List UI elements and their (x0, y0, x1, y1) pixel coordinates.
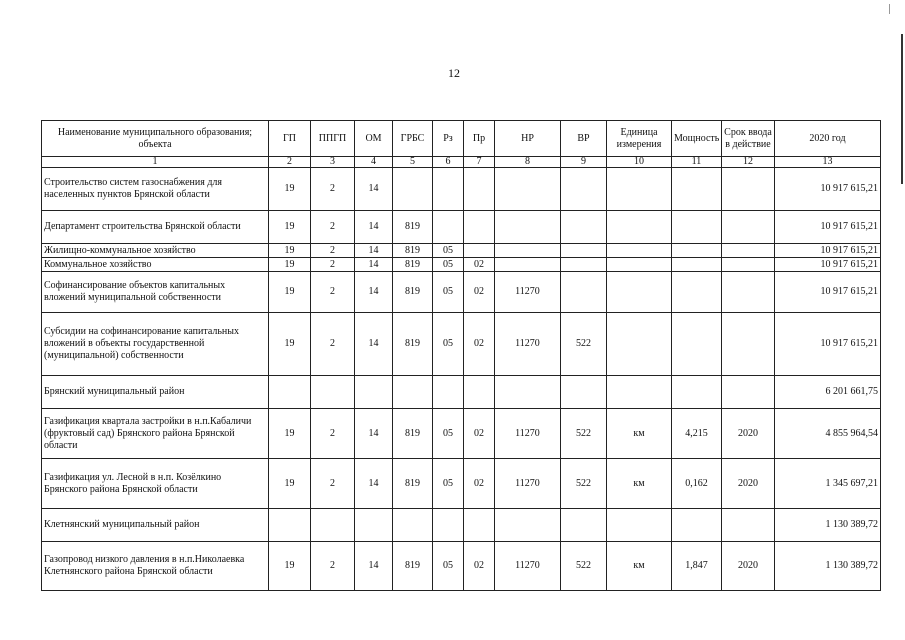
column-number-row (42, 157, 881, 168)
code-cell (722, 313, 775, 376)
code-cell (672, 313, 722, 376)
header-cell: ППГП (311, 121, 355, 157)
code-cell: 19 (269, 211, 311, 244)
code-cell (433, 211, 464, 244)
header-cell: Срок ввода в действие (722, 121, 775, 157)
code-cell (269, 376, 311, 409)
table-body (42, 168, 881, 591)
code-cell: 2020 (722, 459, 775, 509)
code-cell: 2 (311, 211, 355, 244)
code-cell: 2 (311, 168, 355, 211)
code-cell (607, 376, 672, 409)
code-cell (722, 509, 775, 542)
code-cell: 19 (269, 313, 311, 376)
row-label-cell: Софинансирование объектов капитальных вложений муниципальной собственности (42, 272, 269, 313)
code-cell: 05 (433, 459, 464, 509)
amount-cell: 10 917 615,21 (775, 258, 881, 272)
amount-cell: 1 345 697,21 (775, 459, 881, 509)
code-cell (561, 211, 607, 244)
column-number: 8 (495, 157, 561, 168)
row-label-cell: Газопровод низкого давления в н.п.Николаевка Клетнянского района Брянской области (42, 542, 269, 591)
column-number: 7 (464, 157, 495, 168)
code-cell (722, 211, 775, 244)
code-cell (464, 211, 495, 244)
code-cell: 819 (393, 542, 433, 591)
code-cell: км (607, 459, 672, 509)
code-cell: 14 (355, 168, 393, 211)
column-number: 10 (607, 157, 672, 168)
code-cell (269, 509, 311, 542)
row-label-cell: Брянский муниципальный район (42, 376, 269, 409)
table-row (42, 459, 881, 509)
code-cell (672, 258, 722, 272)
amount-cell: 10 917 615,21 (775, 168, 881, 211)
code-cell (495, 509, 561, 542)
code-cell (433, 376, 464, 409)
amount-cell: 10 917 615,21 (775, 313, 881, 376)
code-cell: 522 (561, 313, 607, 376)
code-cell (495, 244, 561, 258)
amount-cell: 6 201 661,75 (775, 376, 881, 409)
table-row (42, 258, 881, 272)
code-cell: 05 (433, 542, 464, 591)
header-cell: ГП (269, 121, 311, 157)
code-cell: 05 (433, 244, 464, 258)
header-cell: Единица измерения (607, 121, 672, 157)
code-cell (464, 376, 495, 409)
code-cell (561, 272, 607, 313)
code-cell (722, 376, 775, 409)
code-cell: 02 (464, 409, 495, 459)
code-cell: км (607, 409, 672, 459)
code-cell: 1,847 (672, 542, 722, 591)
amount-cell: 4 855 964,54 (775, 409, 881, 459)
code-cell (393, 168, 433, 211)
code-cell: 19 (269, 409, 311, 459)
code-cell (464, 509, 495, 542)
code-cell (433, 168, 464, 211)
code-cell (672, 376, 722, 409)
code-cell: 14 (355, 211, 393, 244)
column-number: 13 (775, 157, 881, 168)
code-cell: 14 (355, 258, 393, 272)
code-cell: 2020 (722, 542, 775, 591)
row-label-cell: Строительство систем газоснабжения для населенных пунктов Брянской области (42, 168, 269, 211)
code-cell (607, 272, 672, 313)
table-row (42, 376, 881, 409)
code-cell: 02 (464, 258, 495, 272)
header-cell: Наименование муниципального образования; объекта (42, 121, 269, 157)
code-cell: 11270 (495, 409, 561, 459)
code-cell: 522 (561, 459, 607, 509)
table-row (42, 409, 881, 459)
code-cell (722, 168, 775, 211)
page-number: 12 (448, 66, 460, 80)
code-cell: 2 (311, 244, 355, 258)
code-cell: 02 (464, 459, 495, 509)
code-cell: 819 (393, 272, 433, 313)
header-cell: Мощность (672, 121, 722, 157)
amount-cell: 1 130 389,72 (775, 542, 881, 591)
code-cell (607, 509, 672, 542)
table-row (42, 313, 881, 376)
code-cell: 05 (433, 258, 464, 272)
code-cell: 19 (269, 542, 311, 591)
table-row (42, 168, 881, 211)
code-cell: 14 (355, 459, 393, 509)
code-cell (561, 509, 607, 542)
code-cell (311, 376, 355, 409)
code-cell: 819 (393, 409, 433, 459)
row-label-cell: Коммунальное хозяйство (42, 258, 269, 272)
code-cell: 14 (355, 409, 393, 459)
code-cell: 819 (393, 244, 433, 258)
code-cell: км (607, 542, 672, 591)
code-cell: 14 (355, 542, 393, 591)
amount-cell: 1 130 389,72 (775, 509, 881, 542)
scan-mark (889, 4, 890, 14)
code-cell: 14 (355, 313, 393, 376)
code-cell: 0,162 (672, 459, 722, 509)
code-cell: 19 (269, 258, 311, 272)
code-cell: 19 (269, 272, 311, 313)
code-cell: 11270 (495, 459, 561, 509)
code-cell (561, 244, 607, 258)
code-cell: 819 (393, 313, 433, 376)
column-number: 1 (42, 157, 269, 168)
code-cell (672, 272, 722, 313)
code-cell (393, 509, 433, 542)
code-cell (672, 244, 722, 258)
column-number: 5 (393, 157, 433, 168)
row-label-cell: Газификация ул. Лесной в н.п. Козёлкино Брянского района Брянской области (42, 459, 269, 509)
row-label-cell: Клетнянский муниципальный район (42, 509, 269, 542)
code-cell: 19 (269, 168, 311, 211)
amount-cell: 10 917 615,21 (775, 272, 881, 313)
code-cell: 522 (561, 409, 607, 459)
header-cell: Рз (433, 121, 464, 157)
code-cell: 11270 (495, 272, 561, 313)
code-cell (311, 509, 355, 542)
row-label-cell: Департамент строительства Брянской области (42, 211, 269, 244)
code-cell: 819 (393, 459, 433, 509)
code-cell (607, 258, 672, 272)
code-cell: 11270 (495, 313, 561, 376)
row-label-cell: Газификация квартала застройки в н.п.Кабаличи (фруктовый сад) Брянского района Брянской области (42, 409, 269, 459)
code-cell: 2 (311, 272, 355, 313)
code-cell (672, 168, 722, 211)
code-cell (495, 168, 561, 211)
code-cell (607, 211, 672, 244)
code-cell (722, 244, 775, 258)
code-cell: 819 (393, 211, 433, 244)
code-cell: 05 (433, 313, 464, 376)
code-cell (393, 376, 433, 409)
code-cell: 11270 (495, 542, 561, 591)
column-number: 11 (672, 157, 722, 168)
row-label-cell: Субсидии на софинансирование капитальных вложений в объекты государственной (муниципальной) собственности (42, 313, 269, 376)
scan-edge-line (901, 34, 903, 184)
table-row (42, 272, 881, 313)
header-cell: Пр (464, 121, 495, 157)
table-row (42, 509, 881, 542)
code-cell (495, 211, 561, 244)
code-cell (495, 258, 561, 272)
code-cell: 14 (355, 272, 393, 313)
code-cell: 02 (464, 272, 495, 313)
budget-table (41, 120, 881, 591)
code-cell: 2 (311, 542, 355, 591)
code-cell: 2 (311, 409, 355, 459)
table-row (42, 244, 881, 258)
header-cell: ГРБС (393, 121, 433, 157)
column-number: 3 (311, 157, 355, 168)
code-cell: 819 (393, 258, 433, 272)
code-cell: 522 (561, 542, 607, 591)
row-label-cell: Жилищно-коммунальное хозяйство (42, 244, 269, 258)
code-cell (433, 509, 464, 542)
table-header-row (42, 121, 881, 157)
column-number: 9 (561, 157, 607, 168)
table-row (42, 211, 881, 244)
code-cell: 19 (269, 244, 311, 258)
code-cell: 2 (311, 258, 355, 272)
code-cell (722, 258, 775, 272)
code-cell (561, 376, 607, 409)
code-cell: 19 (269, 459, 311, 509)
header-cell: НР (495, 121, 561, 157)
code-cell: 2020 (722, 409, 775, 459)
code-cell (607, 313, 672, 376)
code-cell (561, 258, 607, 272)
column-number: 12 (722, 157, 775, 168)
code-cell (672, 509, 722, 542)
code-cell: 2 (311, 459, 355, 509)
code-cell: 4,215 (672, 409, 722, 459)
code-cell: 02 (464, 542, 495, 591)
amount-cell: 10 917 615,21 (775, 211, 881, 244)
table-row (42, 542, 881, 591)
header-cell: ВР (561, 121, 607, 157)
code-cell: 02 (464, 313, 495, 376)
code-cell (607, 168, 672, 211)
header-cell: 2020 год (775, 121, 881, 157)
code-cell (722, 272, 775, 313)
code-cell: 14 (355, 244, 393, 258)
column-number: 6 (433, 157, 464, 168)
column-number: 4 (355, 157, 393, 168)
code-cell (672, 211, 722, 244)
code-cell (464, 244, 495, 258)
code-cell (495, 376, 561, 409)
code-cell: 2 (311, 313, 355, 376)
code-cell: 05 (433, 272, 464, 313)
code-cell (561, 168, 607, 211)
header-cell: ОМ (355, 121, 393, 157)
code-cell (464, 168, 495, 211)
code-cell: 05 (433, 409, 464, 459)
code-cell (355, 509, 393, 542)
code-cell (355, 376, 393, 409)
code-cell (607, 244, 672, 258)
amount-cell: 10 917 615,21 (775, 244, 881, 258)
column-number: 2 (269, 157, 311, 168)
